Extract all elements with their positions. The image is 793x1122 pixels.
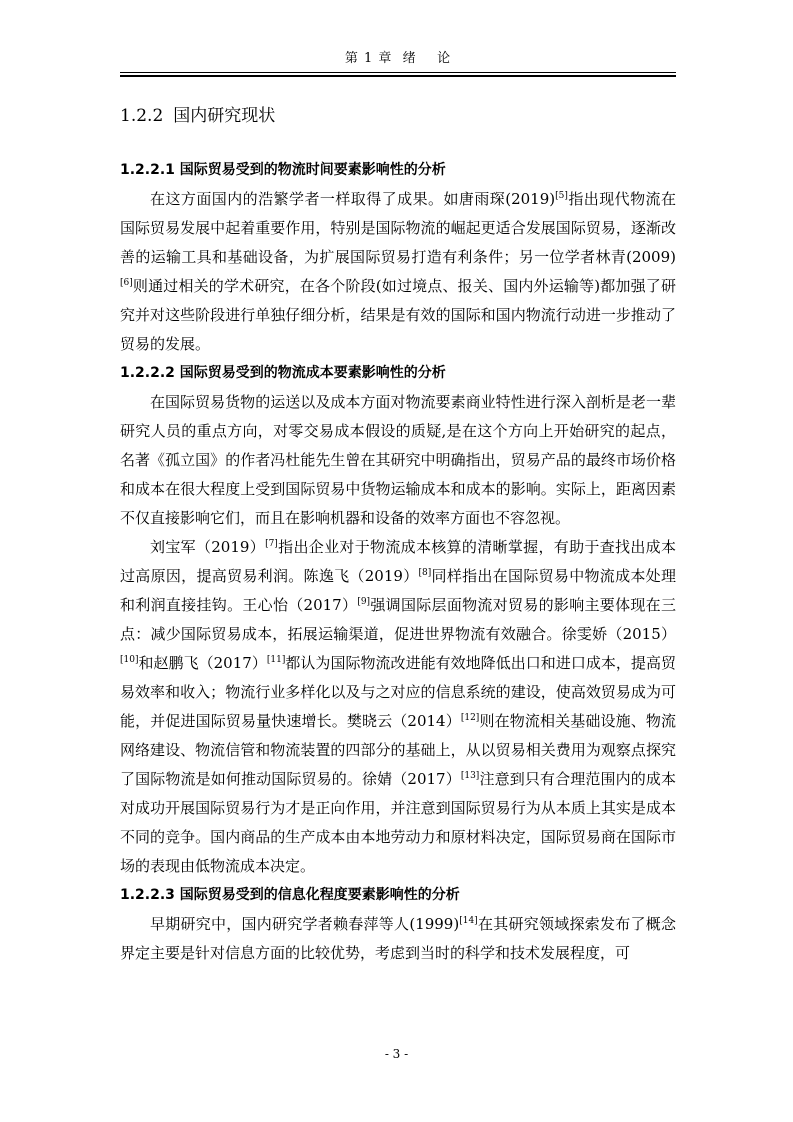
paragraph: 在这方面国内的浩繁学者一样取得了成果。如唐雨琛(2019)[5]指出现代物流在国际贸易发展中起着重要作用，特别是国际物流的崛起更适合发展国际贸易，逐渐改善的运输工具和基础设备，为扩展国际贸易打造有利条件；另一位学者林青(2009)[6]则通过相关的学术研究，在各个阶段(如过境点、报关、国内外运输等)都加强了研究并对这些阶段进行单独仔细分析，结果是有效的国际和国内物流行动进一步推动了贸易的发展。: [120, 190, 676, 353]
citation: [13]: [460, 771, 480, 781]
header-rule-thick: [120, 75, 676, 77]
citation: [10]: [120, 655, 139, 665]
subsection-heading-1: 1.2.2.1 国际贸易受到的物流时间要素影响性的分析: [120, 162, 446, 178]
header-rule-thin: [120, 72, 676, 73]
subsection-heading-2: 1.2.2.2 国际贸易受到的物流成本要素影响性的分析: [120, 365, 446, 381]
citation: [14]: [459, 916, 478, 926]
paragraph: 早期研究中，国内研究学者赖春萍等人(1999)[14]在其研究领域探索发布了概念界定主要是针对信息方面的比较优势，考虑到当时的科学和技术发展程度，可: [120, 915, 676, 962]
citation: [9]: [357, 597, 371, 607]
page-number: - 3 -: [384, 1047, 409, 1061]
subsection-heading-3: 1.2.2.3 国际贸易受到的信息化程度要素影响性的分析: [120, 887, 460, 903]
section-heading: [120, 104, 676, 128]
citation: [11]: [266, 655, 286, 665]
running-header: 第 1 章 绪 论: [344, 51, 452, 66]
section-number: 1.2.2: [120, 106, 164, 126]
paragraph: 刘宝军（2019）[7]指出企业对于物流成本核算的清晰掌握，有助于查找出成本过高原因，提高贸易利润。陈逸飞（2019）[8]同样指出在国际贸易中物流成本处理和利润直接挂钩。王心怡（2017）[9]强调国际层面物流对贸易的影响主要体现在三点：减少国际贸易成本，拓展运输渠道，促进世界物流有效融合。徐雯娇（2015）[10]和赵鹏飞（2017）[11]都认为国际物流改进能有效地降低出口和进口成本，提高贸易效率和收入；物流行业多样化以及与之对应的信息系统的建设，使高效贸易成为可能，并促进国际贸易量快速增长。樊晓云（2014）[12]则在物流相关基础设施、物流网络建设、物流信管和物流装置的四部分的基础上，从以贸易相关费用为观察点探究了国际物流是如何推动国际贸易的。徐婧（2017）[13]注意到只有合理范围内的成本对成功开展国际贸易行为才是正向作用，并注意到国际贸易行为从本质上其实是成本不同的竞争。国内商品的生产成本由本地劳动力和原材料决定，国际贸易商在国际市场的表现由低物流成本决定。: [120, 538, 676, 875]
section-title: 国内研究现状: [173, 106, 276, 126]
paragraph: 在国际贸易货物的运送以及成本方面对物流要素商业特性进行深入剖析是老一辈研究人员的重点方向，对零交易成本假设的质疑,是在这个方向上开始研究的起点，名著《孤立国》的作者冯杜能先生曾在其研究中明确指出，贸易产品的最终市场价格和成本在很大程度上受到国际贸易中货物运输成本和成本的影响。实际上，距离因素不仅直接影响它们，而且在影响机器和设备的效率方面也不容忽视。: [120, 393, 676, 527]
citation: [5]: [555, 191, 568, 201]
citation: [8]: [418, 568, 432, 578]
citation: [7]: [265, 539, 278, 549]
page-content: [120, 104, 676, 968]
citation: [12]: [460, 713, 480, 723]
citation: [6]: [120, 278, 133, 288]
